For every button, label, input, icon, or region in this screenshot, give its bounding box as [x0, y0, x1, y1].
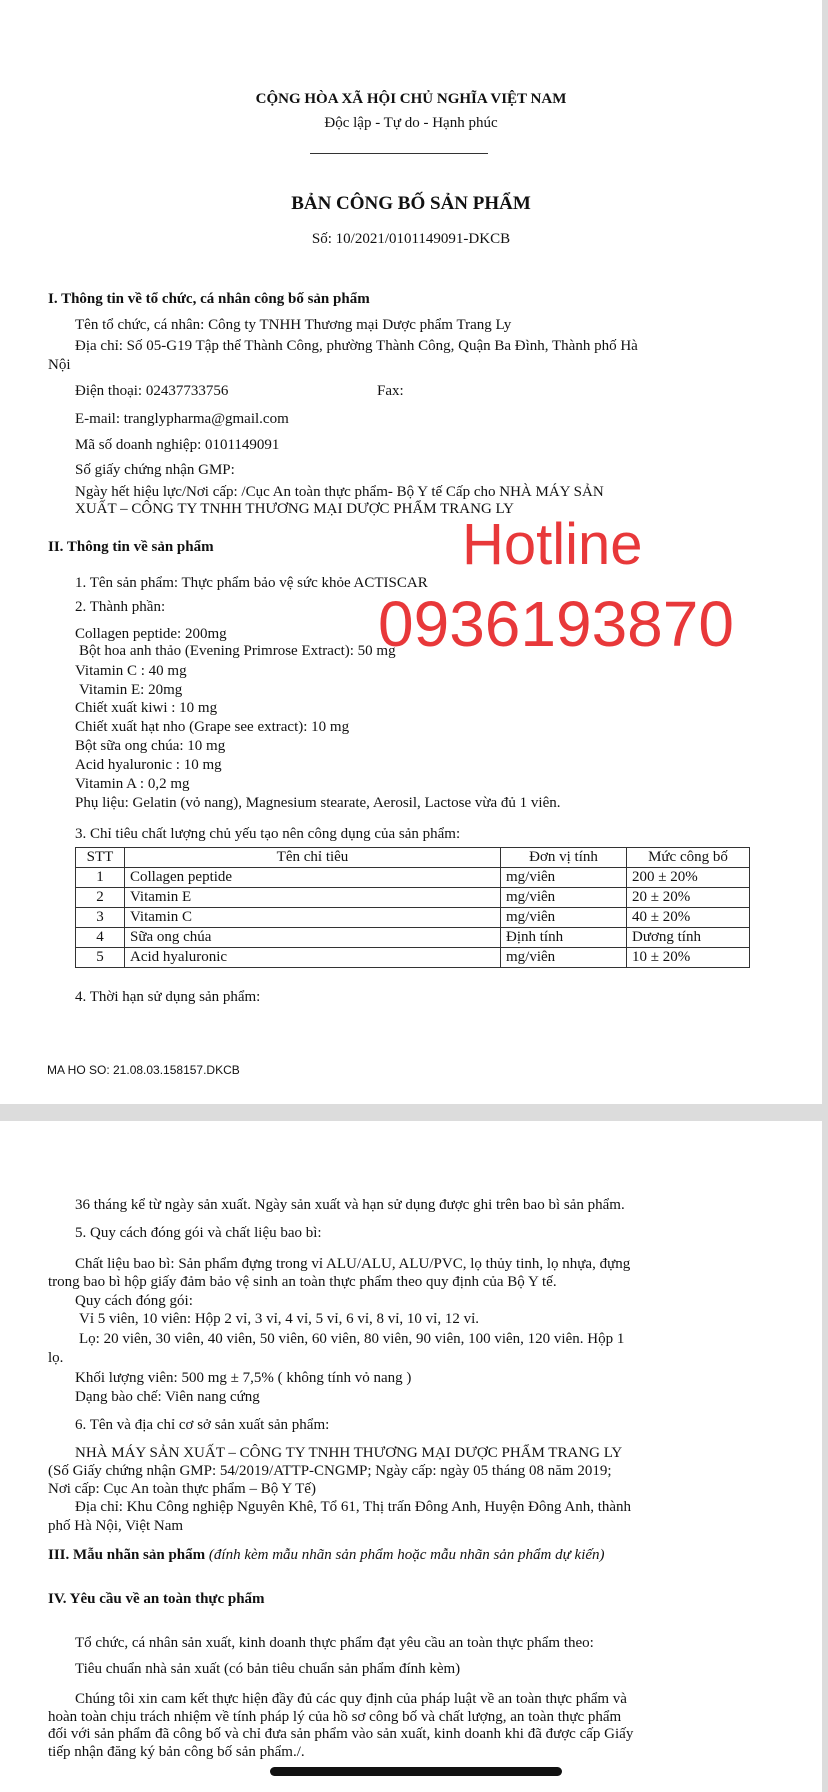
business-code: Mã số doanh nghiệp: 0101149091: [75, 437, 280, 453]
table-cell: Sữa ong chúa: [125, 928, 501, 948]
home-indicator[interactable]: [270, 1767, 562, 1776]
table-row: [76, 948, 750, 968]
safety-requirement: Tổ chức, cá nhân sản xuất, kinh doanh thực phẩm đạt yêu cầu an toàn thực phẩm theo:: [75, 1635, 594, 1651]
manufacturer-address: Địa chỉ: Khu Công nghiệp Nguyên Khê, Tổ 61, Thị trấn Đông Anh, Huyện Đông Anh, thành: [75, 1499, 632, 1515]
table-cell: 40 ± 20%: [627, 908, 750, 928]
commitment-text-cont: tiếp nhận đăng ký bản công bố sản phẩm./.: [48, 1744, 305, 1760]
country-header: CỘNG HÒA XÃ HỘI CHỦ NGHĨA VIỆT NAM: [255, 91, 567, 107]
column-header: Mức công bố: [627, 848, 750, 868]
table-cell: Collagen peptide: [125, 868, 501, 888]
table-header-row: [76, 848, 750, 868]
packaging-heading: 5. Quy cách đóng gói và chất liệu bao bì:: [75, 1225, 322, 1241]
ingredient-item: Collagen peptide: 200mg: [75, 626, 227, 642]
quality-heading: 3. Chỉ tiêu chất lượng chủ yếu tạo nên công dụng của sản phẩm:: [75, 826, 461, 842]
section-1-heading: I. Thông tin về tổ chức, cá nhân công bố sản phẩm: [48, 291, 370, 307]
excipients: Phụ liệu: Gelatin (vỏ nang), Magnesium stearate, Aerosil, Lactose vừa đủ 1 viên.: [75, 795, 561, 811]
table-cell: 2: [76, 888, 125, 908]
table-row: [76, 868, 750, 888]
national-motto: Độc lập - Tự do - Hạnh phúc: [324, 115, 498, 131]
packaging-material-cont: trong bao bì hộp giấy đảm bảo vệ sinh an toàn thực phẩm theo quy định của Bộ Y tế.: [48, 1274, 557, 1290]
ingredients-heading: 2. Thành phần:: [75, 599, 166, 615]
manufacturer-gmp: (Số Giấy chứng nhận GMP: 54/2019/ATTP-CNGMP; Ngày cấp: ngày 05 tháng 08 năm 2019;: [48, 1463, 612, 1479]
document-title: BẢN CÔNG BỐ SẢN PHẨM: [291, 193, 531, 214]
table-cell: 20 ± 20%: [627, 888, 750, 908]
table-cell: Dương tính: [627, 928, 750, 948]
ingredient-item: Chiết xuất kiwi : 10 mg: [75, 700, 218, 716]
section-3-heading: III. Mẫu nhãn sản phẩm: [48, 1547, 206, 1563]
shelf-life-heading: 4. Thời hạn sử dụng sản phẩm:: [75, 989, 261, 1005]
organization-address-cont: Nội: [48, 357, 71, 373]
commitment-text-cont: hoàn toàn chịu trách nhiệm về tính pháp lý của hồ sơ công bố và chất lượng, an toàn thực phẩm: [48, 1709, 622, 1725]
manufacturer-name: NHÀ MÁY SẢN XUẤT – CÔNG TY TNHH THƯƠNG MẠI DƯỢC PHẨM TRANG LY: [75, 1445, 623, 1461]
ingredient-item: Acid hyaluronic : 10 mg: [75, 757, 222, 773]
ingredient-item: Chiết xuất hạt nho (Grape see extract): 10 mg: [75, 719, 350, 735]
email-address: E-mail: tranglypharma@gmail.com: [75, 411, 289, 427]
packaging-spec: Quy cách đóng gói:: [75, 1293, 193, 1309]
section-3-line: [48, 1547, 605, 1564]
manufacturer-heading: 6. Tên và địa chỉ cơ sở sản xuất sản phẩm:: [75, 1417, 330, 1433]
table-row: [76, 888, 750, 908]
organization-address: Địa chỉ: Số 05-G19 Tập thể Thành Công, phường Thành Công, Quận Ba Đình, Thành phố Hà: [75, 338, 638, 354]
capsule-weight: Khối lượng viên: 500 mg ± 7,5% ( không tính vỏ nang ): [75, 1370, 412, 1386]
commitment-text: Chúng tôi xin cam kết thực hiện đầy đủ các quy định của pháp luật về an toàn thực phẩm và: [75, 1691, 627, 1707]
table-cell: 10 ± 20%: [627, 948, 750, 968]
ingredient-item: Vitamin E: 20mg: [79, 682, 183, 698]
section-4-heading: IV. Yêu cầu về an toàn thực phẩm: [48, 1591, 265, 1607]
table-cell: mg/viên: [501, 948, 627, 968]
table-cell: 4: [76, 928, 125, 948]
table-cell: Vitamin C: [125, 908, 501, 928]
ingredient-item: Vitamin C : 40 mg: [75, 663, 187, 679]
hotline-phone-watermark: 0936193870: [378, 588, 734, 660]
ingredient-item: Bột sữa ong chúa: 10 mg: [75, 738, 226, 754]
table-cell: mg/viên: [501, 908, 627, 928]
table-row: [76, 908, 750, 928]
dosage-form: Dạng bào chế: Viên nang cứng: [75, 1389, 260, 1405]
validity-issuer: Ngày hết hiệu lực/Nơi cấp: /Cục An toàn thực phẩm- Bộ Y tế Cấp cho NHÀ MÁY SẢN: [75, 484, 604, 500]
column-header: STT: [76, 848, 125, 868]
ingredient-item: Vitamin A : 0,2 mg: [75, 776, 190, 792]
safety-standard: Tiêu chuẩn nhà sản xuất (có bản tiêu chuẩn sản phẩm đính kèm): [75, 1661, 461, 1677]
blister-spec: Vỉ 5 viên, 10 viên: Hộp 2 vỉ, 3 vỉ, 4 vỉ, 5 vỉ, 6 vỉ, 8 vỉ, 10 vỉ, 12 vỉ.: [79, 1311, 479, 1327]
table-cell: mg/viên: [501, 868, 627, 888]
packaging-material: Chất liệu bao bì: Sản phẩm đựng trong vỉ ALU/ALU, ALU/PVC, lọ thủy tinh, lọ nhựa, đựng: [75, 1256, 631, 1272]
table-cell: Định tính: [501, 928, 627, 948]
section-2-heading: II. Thông tin về sản phẩm: [48, 539, 214, 555]
table-cell: 1: [76, 868, 125, 888]
gmp-number: Số giấy chứng nhận GMP:: [75, 462, 235, 478]
table-row: [76, 928, 750, 948]
manufacturer-address-cont: phố Hà Nội, Việt Nam: [48, 1518, 184, 1534]
organization-name: Tên tổ chức, cá nhân: Công ty TNHH Thương mại Dược phẩm Trang Ly: [75, 317, 512, 333]
table-cell: Vitamin E: [125, 888, 501, 908]
document-page-2: [0, 1121, 822, 1792]
header-divider: [310, 153, 488, 154]
table-cell: Acid hyaluronic: [125, 948, 501, 968]
validity-issuer-cont: XUẤT – CÔNG TY TNHH THƯƠNG MẠI DƯỢC PHẨM TRANG LY: [75, 501, 515, 517]
product-name: 1. Tên sản phẩm: Thực phẩm bảo vệ sức khỏe ACTISCAR: [75, 575, 428, 591]
document-number: Số: 10/2021/0101149091-DKCB: [311, 231, 511, 247]
bottle-spec: Lọ: 20 viên, 30 viên, 40 viên, 50 viên, 60 viên, 80 viên, 90 viên, 100 viên, 120 viên. Hộp 1: [79, 1331, 625, 1347]
column-header: Tên chỉ tiêu: [125, 848, 501, 868]
section-3-note: (đính kèm mẫu nhãn sản phẩm hoặc mẫu nhãn sản phẩm dự kiến): [208, 1547, 605, 1563]
phone-number: Điện thoại: 02437733756: [75, 383, 229, 399]
column-header: Đơn vị tính: [501, 848, 627, 868]
quality-table: [75, 847, 750, 968]
commitment-text-cont: đối với sản phẩm đã công bố và chỉ đưa sản phẩm vào sản xuất, kinh doanh khi đã được cấp Giấy: [48, 1726, 634, 1742]
table-cell: mg/viên: [501, 888, 627, 908]
ingredient-item: Bột hoa anh thảo (Evening Primrose Extract): 50 mg: [79, 643, 396, 659]
shelf-life-text: 36 tháng kể từ ngày sản xuất. Ngày sản xuất và hạn sử dụng được ghi trên bao bì sản phẩm.: [75, 1197, 625, 1213]
bottle-spec-cont: lọ.: [48, 1350, 64, 1366]
fax-label: Fax:: [377, 383, 404, 399]
dossier-code: MA HO SO: 21.08.03.158157.DKCB: [47, 1063, 240, 1077]
hotline-watermark: Hotline: [462, 512, 643, 577]
table-cell: 5: [76, 948, 125, 968]
manufacturer-issuer: Nơi cấp: Cục An toàn thực phẩm – Bộ Y Tế): [48, 1481, 316, 1497]
table-cell: 3: [76, 908, 125, 928]
table-cell: 200 ± 20%: [627, 868, 750, 888]
